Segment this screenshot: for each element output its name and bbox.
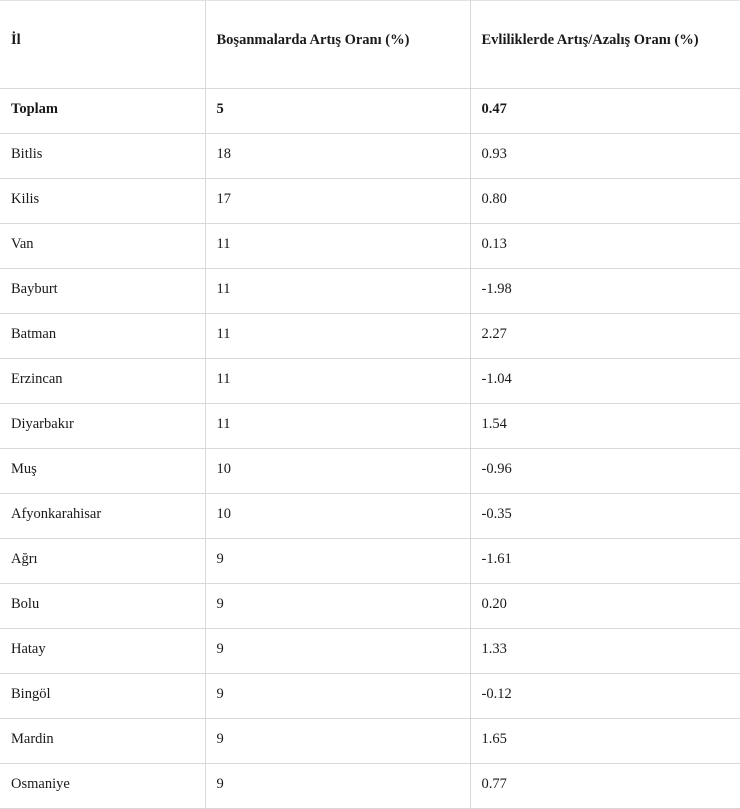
cell-divorce-rate: 11 [205,224,470,269]
cell-province: Erzincan [0,359,205,404]
cell-province: Kilis [0,179,205,224]
table-row [0,584,740,629]
cell-province: Muş [0,449,205,494]
cell-marriage-rate: 0.77 [470,764,740,809]
cell-province: Afyonkarahisar [0,494,205,539]
cell-divorce-rate: 9 [205,584,470,629]
cell-marriage-rate: -1.61 [470,539,740,584]
cell-divorce-rate: 10 [205,494,470,539]
cell-province: Bingöl [0,674,205,719]
table-row [0,629,740,674]
table-header [0,1,740,89]
cell-province: Bolu [0,584,205,629]
cell-divorce-rate: 11 [205,359,470,404]
cell-province: Mardin [0,719,205,764]
cell-marriage-rate: -0.96 [470,449,740,494]
cell-divorce-rate: 18 [205,134,470,179]
table-row [0,224,740,269]
cell-marriage-rate: -1.04 [470,359,740,404]
cell-divorce-rate: 11 [205,314,470,359]
cell-province: Van [0,224,205,269]
cell-divorce-rate: 11 [205,404,470,449]
cell-divorce-rate: 5 [205,89,470,134]
cell-divorce-rate: 9 [205,539,470,584]
table-row [0,89,740,134]
cell-marriage-rate: 0.47 [470,89,740,134]
table-row [0,359,740,404]
table-body [0,89,740,809]
cell-divorce-rate: 9 [205,629,470,674]
cell-divorce-rate: 11 [205,269,470,314]
table-row [0,134,740,179]
column-header-divorce-rate: Boşanmalarda Artış Oranı (%) [205,1,470,89]
cell-marriage-rate: 0.93 [470,134,740,179]
cell-province: Diyarbakır [0,404,205,449]
cell-marriage-rate: 1.33 [470,629,740,674]
column-header-province [0,1,205,89]
cell-divorce-rate: 17 [205,179,470,224]
cell-marriage-rate: 1.65 [470,719,740,764]
table-row [0,494,740,539]
cell-marriage-rate: 0.13 [470,224,740,269]
column-header-marriage-rate: Evliliklerde Artış/Azalış Oranı (%) [470,1,740,89]
table-row [0,719,740,764]
table-header-row [0,1,740,89]
cell-marriage-rate: 0.80 [470,179,740,224]
cell-province: Bayburt [0,269,205,314]
cell-province: Toplam [0,89,205,134]
cell-divorce-rate: 10 [205,449,470,494]
cell-divorce-rate: 9 [205,764,470,809]
table-row [0,764,740,809]
cell-marriage-rate: 0.20 [470,584,740,629]
cell-divorce-rate: 9 [205,674,470,719]
table-row [0,404,740,449]
table-row [0,179,740,224]
cell-divorce-rate: 9 [205,719,470,764]
cell-marriage-rate: 1.54 [470,404,740,449]
cell-marriage-rate: -1.98 [470,269,740,314]
cell-province: Ağrı [0,539,205,584]
table-row [0,269,740,314]
cell-province: Osmaniye [0,764,205,809]
cell-province: Batman [0,314,205,359]
table-row [0,539,740,584]
cell-marriage-rate: -0.12 [470,674,740,719]
cell-province: Bitlis [0,134,205,179]
cell-marriage-rate: -0.35 [470,494,740,539]
cell-marriage-rate: 2.27 [470,314,740,359]
cell-province: Hatay [0,629,205,674]
table-row [0,449,740,494]
table-row [0,314,740,359]
table-row [0,674,740,719]
column-header-province-label: İl [11,32,21,48]
